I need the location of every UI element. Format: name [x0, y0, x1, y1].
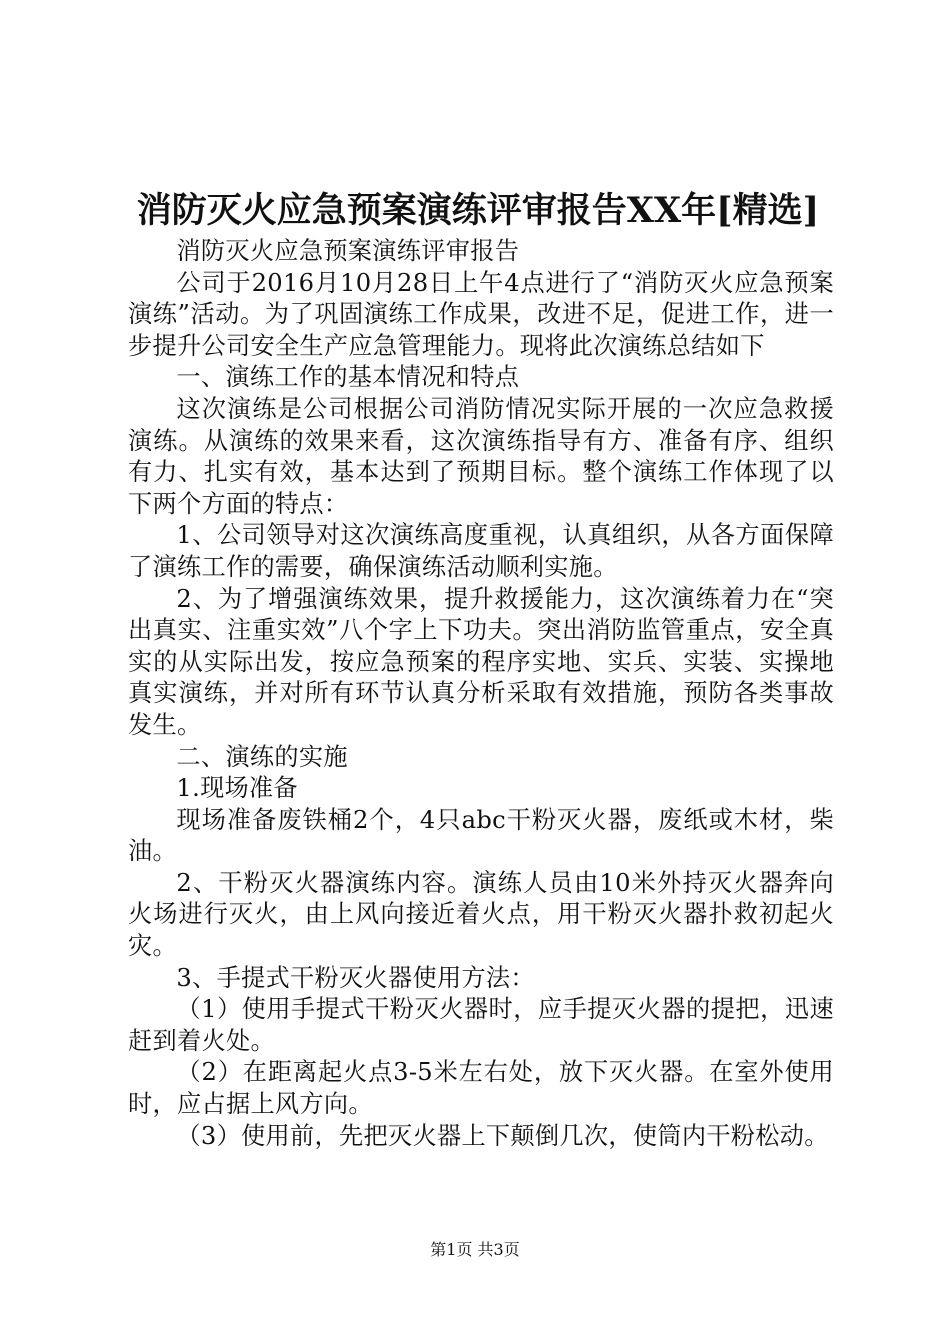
section-heading: 一、演练工作的基本情况和特点	[176, 363, 520, 392]
paragraph: 公司于2016月10月28日上午4点进行了“消防灭火应急预案演练”活动。为了巩固演练工作成果，改进不足，促进工作，进一步提升公司安全生产应急管理能力。现将此次演练总结如下	[128, 268, 834, 360]
paragraph: （3）使用前，先把灭火器上下颠倒几次，使筒内干粉松动。	[176, 1121, 829, 1150]
paragraph: 2、为了增强演练效果，提升救援能力，这次演练着力在“突出真实、注重实效”八个字上下功夫。突出消防监管重点，安全真实的从实际出发，按应急预案的程序实地、实兵、实装、实操地真实演练，并对所有环节认真分析采取有效措施，预防各类事故发生。	[128, 584, 834, 739]
document-body	[128, 236, 834, 1152]
section-heading: 二、演练的实施	[176, 742, 348, 771]
document-title: 消防灭火应急预案演练评审报告XX年[精选]	[136, 190, 820, 231]
paragraph: 1、公司领导对这次演练高度重视，认真组织，从各方面保障了演练工作的需要，确保演练活动顺利实施。	[128, 521, 834, 581]
paragraph: （1）使用手提式干粉灭火器时，应手提灭火器的提把，迅速赶到着火处。	[128, 995, 834, 1055]
paragraph: 1.现场准备	[176, 774, 299, 803]
paragraph: 这次演练是公司根据公司消防情况实际开展的一次应急救援演练。从演练的效果来看，这次演练指导有方、准备有序、组织有力、扎实有效，基本达到了预期目标。整个演练工作体现了以下两个方面的特点：	[128, 394, 834, 518]
paragraph: 消防灭火应急预案演练评审报告	[176, 237, 520, 265]
page-footer: 第1页 共3页	[430, 1240, 520, 1259]
paragraph: 现场准备废铁桶2个，4只abc干粉灭火器，废纸或木材，柴油。	[128, 805, 834, 866]
paragraph: （2）在距离起火点3-5米左右处，放下灭火器。在室外使用时，应占据上风方向。	[128, 1058, 834, 1119]
paragraph: 3、手提式干粉灭火器使用方法：	[176, 963, 535, 992]
paragraph: 2、干粉灭火器演练内容。演练人员由10米外持灭火器奔向火场进行灭火，由上风向接近着火点，用干粉灭火器扑救初起火灾。	[128, 868, 834, 961]
